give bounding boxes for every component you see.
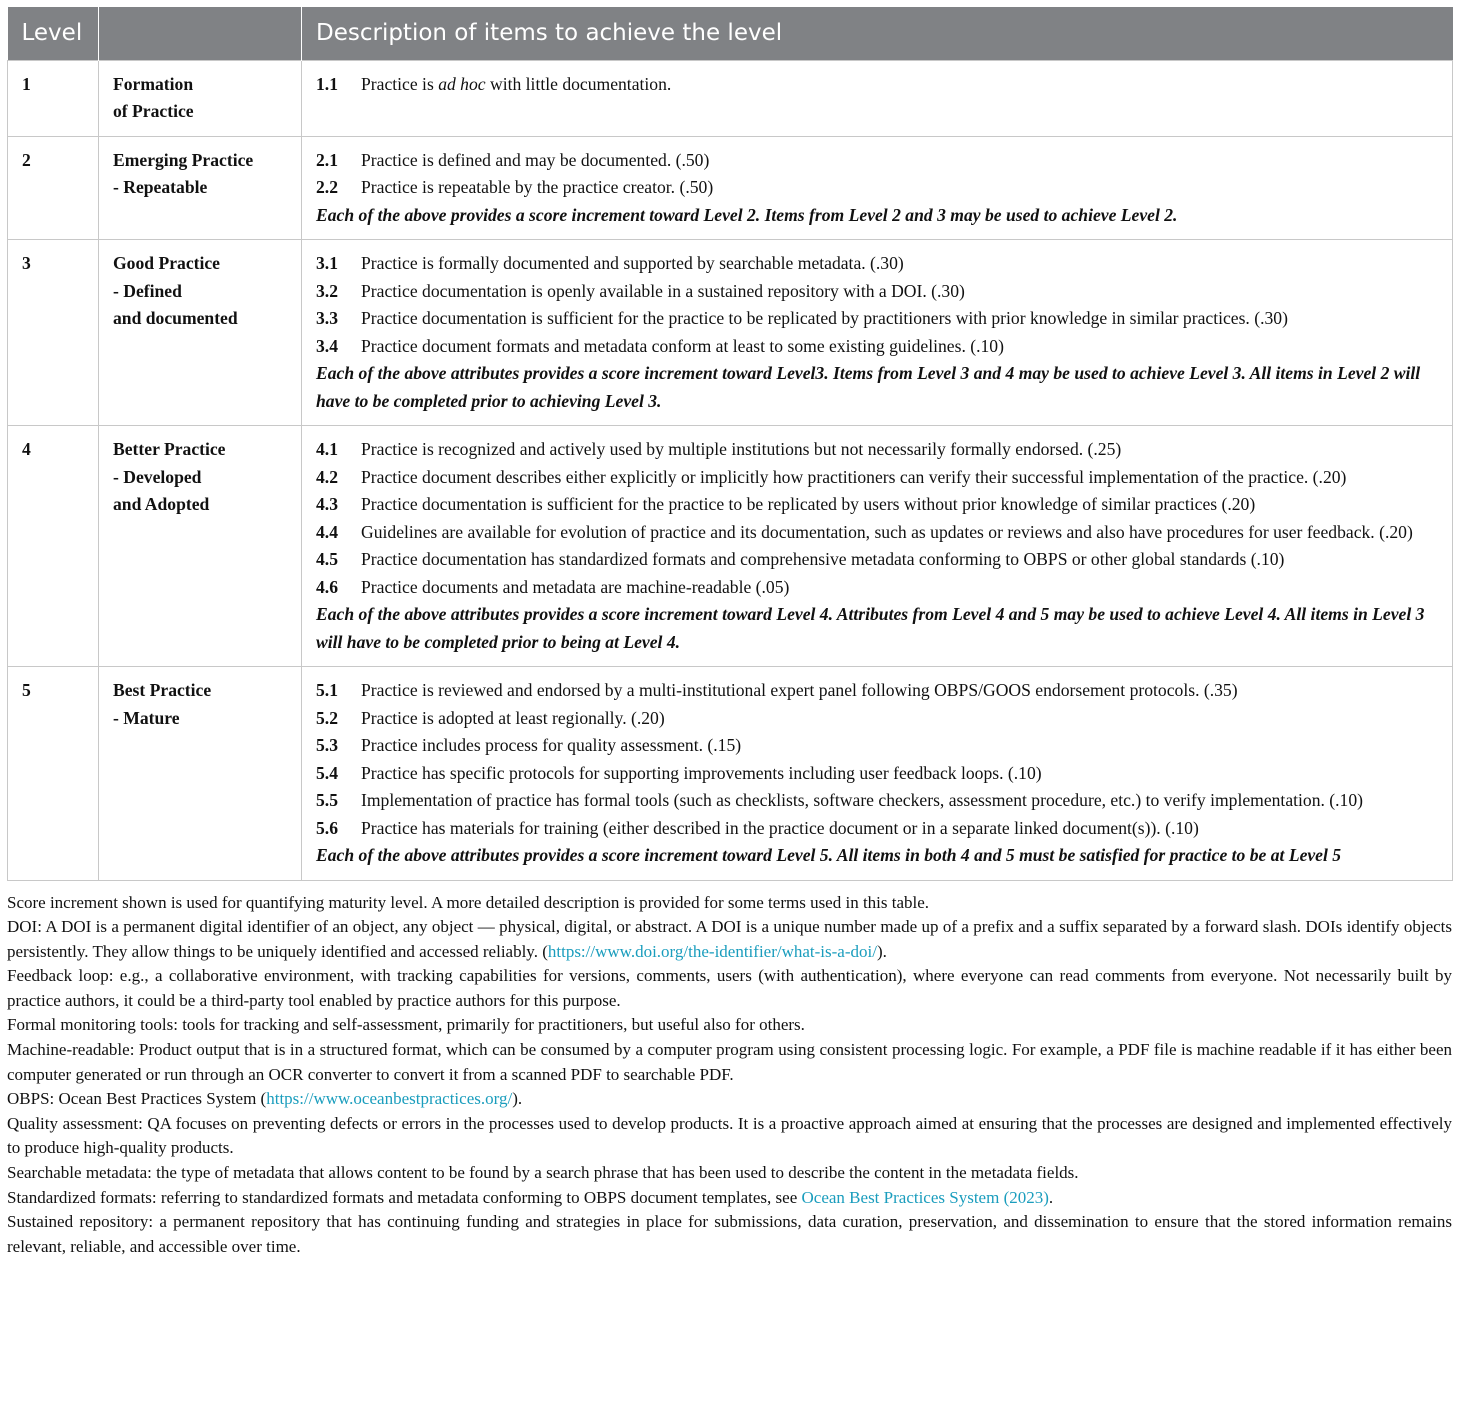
maturity-levels-table [7, 7, 1453, 881]
footnote-text: Sustained repository: a permanent repository that has continuing funding and strategies in place for submissions, data curation, preservation, and dissemination to ensure that the stored information remains relevant, reliable, and accessible over time. [7, 1212, 1452, 1256]
footnote-text: Machine-readable: Product output that is in a structured format, which can be consumed by a computer program using consistent processing logic. For example, a PDF file is machine readable if it has either been computer generated or run through an OCR converter to convert it from a scanned PDF to searchable PDF. [7, 1040, 1452, 1084]
table-header [8, 7, 1453, 60]
footnote [7, 1161, 1452, 1186]
criterion-item [316, 436, 1440, 464]
footnote [7, 1087, 1452, 1112]
criterion-number: 5.4 [316, 762, 338, 783]
criterion-item [316, 546, 1440, 574]
level-note: Each of the above attributes provides a score increment toward Level3. Items from Level 3 and 4 may be used to achieve Level 3. All items in Level 2 will have to be completed prior to achieving Level 3. [316, 363, 1421, 411]
footnote [7, 891, 1452, 916]
level-name-line: Formation [113, 73, 194, 94]
criterion-number: 3.3 [316, 308, 338, 328]
criterion-item [316, 71, 1440, 99]
criterion-item [316, 250, 1440, 278]
footnote [7, 964, 1452, 1013]
criterion-number: 5.5 [316, 790, 338, 810]
level-description [302, 240, 1453, 426]
criterion-text: Practice documentation has standardized formats and comprehensive metadata conforming to OBPS or other global standards (.10) [361, 549, 1285, 569]
footnote-text-tail: ). [876, 941, 887, 961]
criterion-text: Practice documentation is sufficient for the practice to be replicated by practitioners with prior knowledge in similar practices. (.30) [361, 308, 1288, 328]
criterion-item [316, 278, 1440, 306]
criterion-text: Practice includes process for quality assessment. (.15) [361, 735, 742, 755]
criterion-number: 4.3 [316, 494, 338, 514]
level-name-line: of Practice [113, 101, 194, 121]
criterion-number: 3.4 [316, 335, 338, 356]
criterion-text: Guidelines are available for evolution of practice and its documentation, such as updates or reviews and also have procedures for user feedback. (.20) [361, 521, 1413, 542]
level-number: 1 [8, 60, 99, 136]
criterion-item [316, 732, 1440, 760]
criterion-text: Practice is reviewed and endorsed by a multi-institutional expert panel following OBPS/GOOS endorsement protocols. (.35) [361, 680, 1238, 700]
criterion-number: 4.2 [316, 466, 338, 487]
criterion-text: Practice is repeatable by the practice creator. (.50) [361, 177, 714, 197]
footnote-text: Feedback loop: e.g., a collaborative environment, with tracking capabilities for versions, comments, users (with authentication), where everyone can read comments from everyone. Not necessarily built by practice authors, it could be a third-party tool enabled by practice authors for this purpose. [7, 966, 1452, 1010]
level-name [99, 60, 302, 136]
criterion-number: 5.2 [316, 707, 338, 728]
level-note: Each of the above attributes provides a score increment toward Level 5. All items in both 4 and 5 must be satisfied for practice to be at Level 5 [316, 845, 1342, 865]
header-description: Description of items to achieve the level [302, 7, 1453, 60]
table-row [8, 240, 1453, 426]
table-row [8, 136, 1453, 240]
criterion-text: Practice is formally documented and supported by searchable metadata. (.30) [361, 253, 904, 273]
criterion-number: 4.4 [316, 521, 338, 542]
footnote [7, 1038, 1452, 1087]
level-name-line: Good Practice [113, 253, 220, 273]
level-name-line: Best Practice [113, 680, 212, 700]
level-name [99, 426, 302, 667]
level-name-line: Better Practice [113, 439, 226, 459]
criterion-text-tail: with little documentation. [485, 73, 672, 94]
criterion-item [316, 174, 1440, 202]
footnote-link[interactable]: https://www.doi.org/the-identifier/what-is-a-doi/ [547, 941, 877, 961]
criterion-number: 2.2 [316, 177, 338, 197]
criterion-text: Practice has specific protocols for supporting improvements including user feedback loops. (.10) [361, 762, 1042, 783]
criterion-number: 4.6 [316, 576, 338, 597]
maturity-table-figure [7, 7, 1452, 1259]
footnote-text: Searchable metadata: the type of metadata that allows content to be found by a search phrase that has been used to describe the content in the metadata fields. [7, 1163, 1079, 1183]
criterion-item [316, 147, 1440, 175]
level-note: Each of the above provides a score increment toward Level 2. Items from Level 2 and 3 may be used to achieve Level 2. [316, 204, 1178, 225]
criterion-text: Implementation of practice has formal tools (such as checklists, software checkers, assessment procedure, etc.) to verify implementation. (.10) [361, 790, 1364, 810]
level-name-line: - Developed [113, 466, 202, 487]
level-name-line: - Mature [113, 707, 180, 728]
criterion-item [316, 705, 1440, 733]
criterion-text: Practice is recognized and actively used by multiple institutions but not necessarily formally endorsed. (.25) [361, 439, 1122, 459]
criterion-number: 3.2 [316, 280, 338, 301]
level-note: Each of the above attributes provides a score increment toward Level 4. Attributes from Level 4 and 5 may be used to achieve Level 4. All items in Level 3 will have to be completed prior to being at Level 4. [316, 604, 1425, 652]
level-name-line: Emerging Practice [113, 149, 254, 170]
criterion-emphasis: ad hoc [438, 73, 486, 94]
criterion-item [316, 464, 1440, 492]
footnote-text: OBPS: Ocean Best Practices System ( [7, 1089, 267, 1109]
footnote-text: Formal monitoring tools: tools for tracking and self-assessment, primarily for practitioners, but useful also for others. [7, 1015, 805, 1035]
level-name-line: and Adopted [113, 494, 210, 514]
criterion-item [316, 519, 1440, 547]
criterion-text: Practice is [361, 73, 439, 94]
footnote [7, 1013, 1452, 1038]
criterion-text: Practice documentation is openly available in a sustained repository with a DOI. (.30) [361, 280, 965, 301]
footnote-text-tail: ). [512, 1089, 523, 1109]
footnote-link[interactable]: Ocean Best Practices System (2023) [801, 1187, 1049, 1207]
criterion-item [316, 787, 1440, 815]
criterion-item [316, 677, 1440, 705]
criterion-text: Practice document describes either explicitly or implicitly how practitioners can verify their successful implementation of the practice. (.20) [361, 466, 1347, 487]
criterion-item [316, 815, 1440, 843]
footnote [7, 1186, 1452, 1211]
table-row [8, 667, 1453, 881]
level-name-line: - Repeatable [113, 177, 208, 197]
level-number: 2 [8, 136, 99, 240]
footnote-text: Score increment shown is used for quantifying maturity level. A more detailed description is provided for some terms used in this table. [7, 892, 930, 912]
criterion-item [316, 574, 1440, 602]
table-row [8, 426, 1453, 667]
footnote-text: Quality assessment: QA focuses on preventing defects or errors in the processes used to develop products. It is a proactive approach aimed at ensuring that the processes are designed and implemented effectively to produce high-quality products. [7, 1113, 1452, 1158]
level-name [99, 667, 302, 881]
level-number: 3 [8, 240, 99, 426]
table-footnotes [7, 891, 1452, 1260]
criterion-number: 1.1 [316, 73, 338, 94]
level-description [302, 136, 1453, 240]
criterion-number: 2.1 [316, 149, 338, 170]
level-name-line: and documented [113, 308, 238, 328]
level-description [302, 60, 1453, 136]
criterion-number: 3.1 [316, 253, 338, 273]
level-name-line: - Defined [113, 280, 182, 301]
level-name [99, 240, 302, 426]
criterion-item [316, 333, 1440, 361]
criterion-item [316, 760, 1440, 788]
criterion-text: Practice documents and metadata are machine-readable (.05) [361, 576, 790, 597]
criterion-item [316, 305, 1440, 333]
footnote-text: Standardized formats: referring to standardized formats and metadata conforming to OBPS document templates, see [7, 1187, 802, 1207]
footnote-text: DOI: A DOI is a permanent digital identifier of an object, any object — physical, digital, or abstract. A DOI is a unique number made up of a prefix and a suffix separated by a forward slash. DOIs identify objects persistently. They allow things to be uniquely identified and accessed reliably. ( [7, 917, 1452, 961]
footnote-link[interactable]: https://www.oceanbestpractices.org/ [266, 1089, 513, 1109]
header-level: Level [8, 7, 99, 60]
table-row [8, 60, 1453, 136]
criterion-text: Practice has materials for training (either described in the practice document or in a separate linked document(s)). (.10) [361, 817, 1199, 838]
criterion-text: Practice document formats and metadata conform at least to some existing guidelines. (.10) [361, 335, 1004, 356]
criterion-text: Practice is adopted at least regionally. (.20) [361, 707, 665, 728]
header-row [8, 7, 1453, 60]
footnote-text-tail: . [1048, 1187, 1054, 1207]
criterion-number: 5.3 [316, 735, 338, 755]
footnote [7, 915, 1452, 964]
level-description [302, 426, 1453, 667]
footnote [7, 1210, 1452, 1259]
criterion-number: 5.6 [316, 817, 338, 838]
level-number: 5 [8, 667, 99, 881]
footnote [7, 1112, 1452, 1161]
header-name [99, 7, 302, 60]
table-body [8, 60, 1453, 880]
criterion-text: Practice documentation is sufficient for the practice to be replicated by users without prior knowledge of similar practices (.20) [361, 494, 1256, 514]
criterion-number: 5.1 [316, 680, 338, 700]
criterion-item [316, 491, 1440, 519]
criterion-text: Practice is defined and may be documented. (.50) [361, 149, 710, 170]
criterion-number: 4.5 [316, 549, 338, 569]
level-number: 4 [8, 426, 99, 667]
criterion-number: 4.1 [316, 439, 338, 459]
level-description [302, 667, 1453, 881]
level-name [99, 136, 302, 240]
